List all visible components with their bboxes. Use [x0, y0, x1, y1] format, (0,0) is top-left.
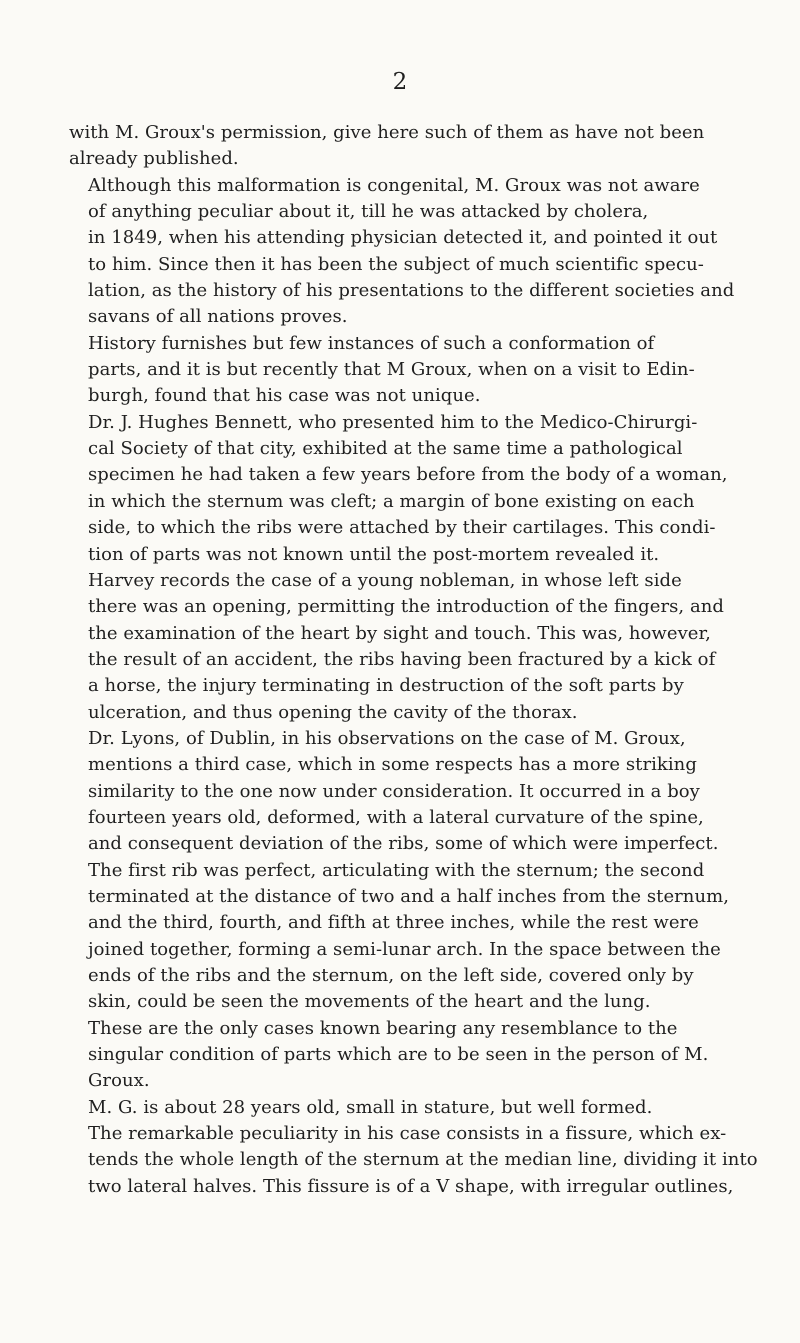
text-line: Dr. J. Hughes Bennett, who presented him to the Medico-Chirurgi- [88, 411, 698, 433]
text-line: already published. [69, 148, 239, 170]
text-line: side, to which the ribs were attached by their cartilages. This condi- [88, 517, 716, 539]
paragraph-intro-continuation [69, 120, 737, 173]
text-line: in 1849, when his attending physician detected it, and pointed it out [88, 227, 718, 249]
text-line: Dr. Lyons, of Dublin, in his observations on the case of M. Groux, [88, 727, 686, 749]
text-line: the result of an accident, the ribs having been fractured by a kick of [88, 648, 716, 670]
text-line: two lateral halves. This fissure is of a V shape, with irregular outlines, [88, 1175, 734, 1197]
text-line: History furnishes but few instances of such a conformation of [88, 332, 655, 354]
text-line: specimen he had taken a few years before from the body of a woman, [88, 464, 728, 486]
text-line: similarity to the one now under consideration. It occurred in a boy [88, 780, 700, 802]
text-line: in which the sternum was cleft; a margin of bone existing on each [88, 490, 695, 512]
text-line: lation, as the history of his presentations to the different societies and [88, 280, 735, 302]
text-line: tion of parts was not known until the post-mortem revealed it. [88, 543, 660, 565]
text-line: a horse, the injury terminating in destruction of the soft parts by [88, 675, 684, 697]
paragraph-mg-description [69, 1095, 758, 1200]
text-line: joined together, forming a semi-lunar arch. In the space between the [88, 938, 721, 960]
text-line: and consequent deviation of the ribs, some of which were imperfect. [88, 833, 719, 855]
paragraph-congenital-malformation [69, 173, 737, 331]
text-line: cal Society of that city, exhibited at the same time a pathological [88, 438, 683, 460]
text-line: Harvey records the case of a young nobleman, in whose left side [88, 569, 682, 591]
paragraph-only-cases [69, 1016, 737, 1095]
text-line: to him. Since then it has been the subject of much scientific specu- [88, 253, 704, 275]
text-line: Groux. [88, 1070, 150, 1092]
text-line: ends of the ribs and the sternum, on the left side, covered only by [88, 965, 694, 986]
body-text [69, 120, 758, 1200]
text-line: tends the whole length of the sternum at the median line, dividing it into [88, 1149, 758, 1171]
paragraph-harvey-case [69, 568, 737, 726]
text-line: skin, could be seen the movements of the heart and the lung. [88, 991, 651, 1013]
text-line: fourteen years old, deformed, with a lateral curvature of the spine, [88, 806, 704, 828]
text-line: savans of all nations proves. [88, 306, 348, 328]
text-line: parts, and it is but recently that M Groux, when on a visit to Edin- [88, 359, 695, 381]
paragraph-lyons-case [69, 726, 737, 1016]
text-line: the examination of the heart by sight and touch. This was, however, [88, 622, 711, 644]
text-line: These are the only cases known bearing any resemblance to the [88, 1017, 678, 1039]
text-line: burgh, found that his case was not unique. [88, 385, 481, 407]
text-line: singular condition of parts which are to be seen in the person of M. [88, 1044, 709, 1066]
text-line: ulceration, and thus opening the cavity of the thorax. [88, 701, 578, 723]
text-line: with M. Groux's permission, give here such of them as have not been [69, 122, 705, 143]
text-line: mentions a third case, which in some respects has a more striking [88, 754, 697, 776]
text-line: M. G. is about 28 years old, small in stature, but well formed. [88, 1096, 653, 1118]
text-line: of anything peculiar about it, till he was attacked by cholera, [88, 201, 649, 223]
text-line: and the third, fourth, and fifth at three inches, while the rest were [88, 912, 699, 934]
page-number: 2 [392, 69, 408, 95]
text-line: there was an opening, permitting the introduction of the fingers, and [88, 596, 724, 618]
paragraph-history-instances [69, 331, 737, 410]
text-line: The first rib was perfect, articulating with the sternum; the second [88, 859, 705, 881]
text-line: terminated at the distance of two and a half inches from the sternum, [88, 885, 729, 907]
text-line: The remarkable peculiarity in his case consists in a fissure, which ex- [88, 1123, 727, 1145]
text-line: Although this malformation is congenital, M. Groux was not aware [88, 174, 700, 196]
paragraph-bennett-case [69, 410, 737, 568]
